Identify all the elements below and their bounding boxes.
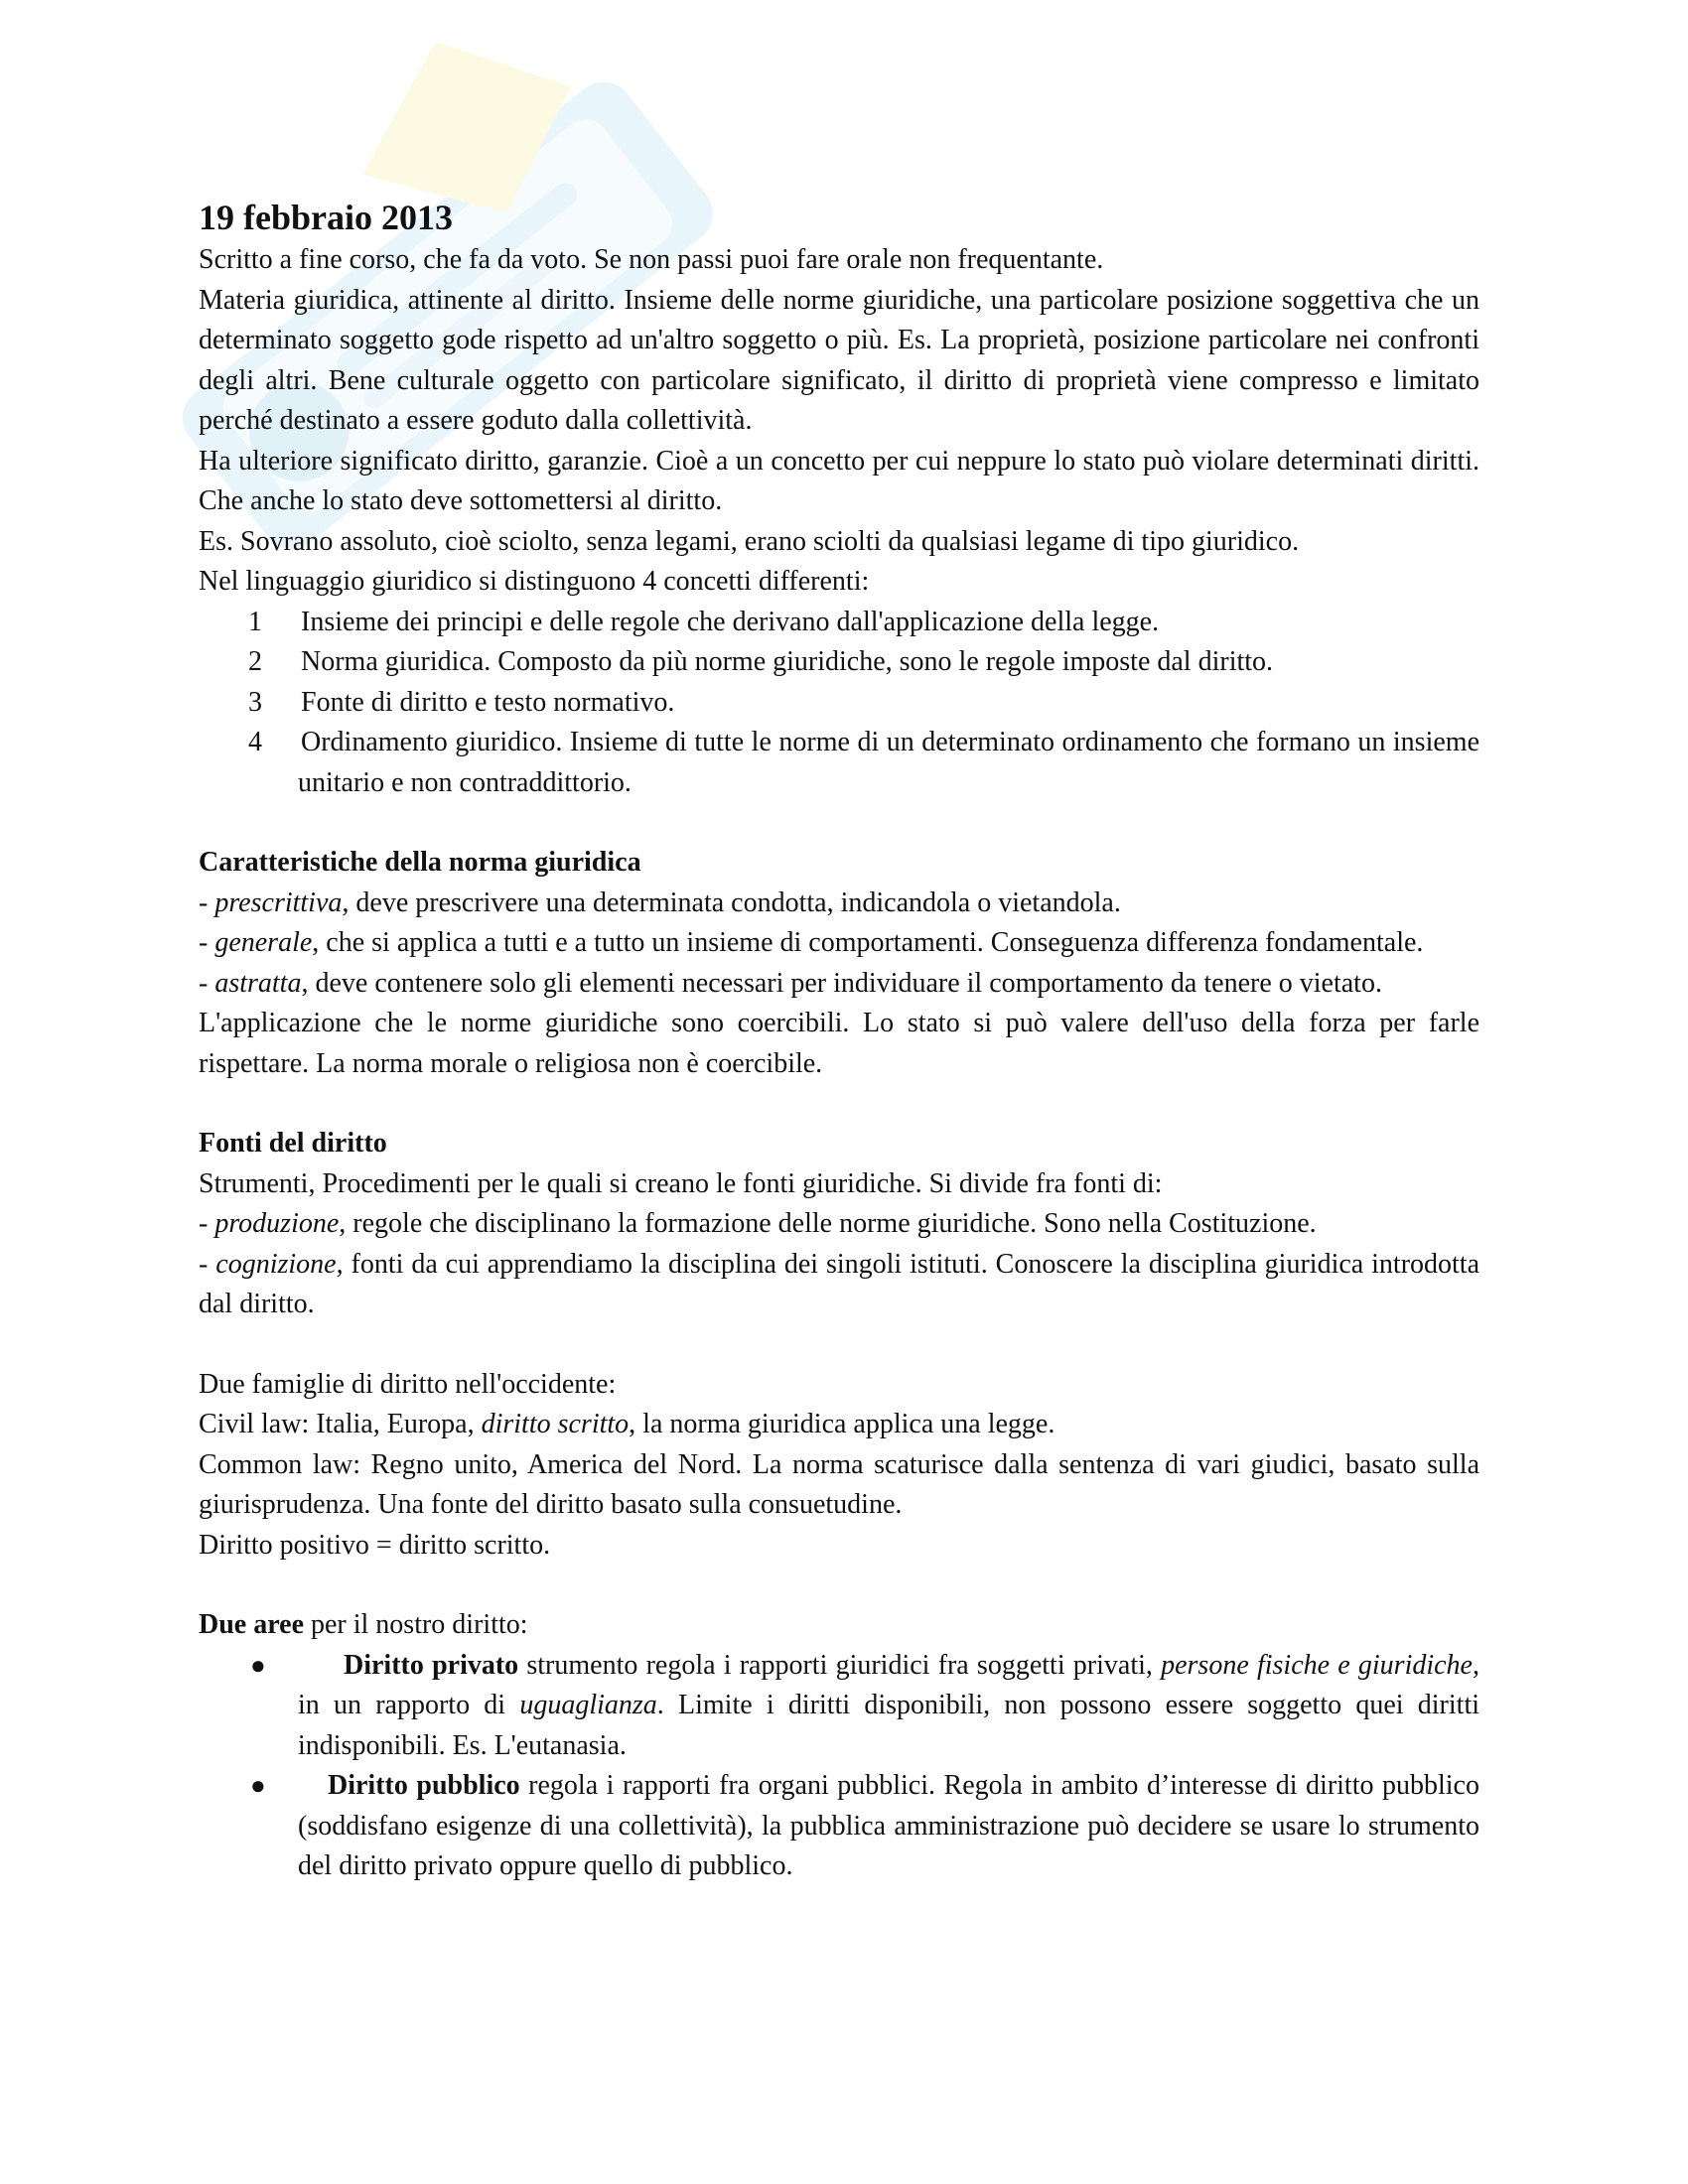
item-prefix: - (199, 927, 215, 958)
fonti-item (199, 1204, 1479, 1245)
aree-intro (199, 1605, 1479, 1646)
caratteristiche-closing: L'applicazione che le norme giuridiche sono coercibili. Lo stato si può valere dell'uso della forza per farle rispettare. La norma morale o religiosa non è coercibile. (199, 1008, 1479, 1079)
list-text: Fonte di diritto e testo normativo. (301, 686, 675, 718)
section-title-caratteristiche: Caratteristiche della norma giuridica (199, 847, 641, 878)
item-term: generale (214, 927, 313, 958)
item-prefix: - (199, 967, 215, 999)
item-text: , deve contenere solo gli elementi necessari per individuare il comportamento da tenere o vietato. (301, 967, 1382, 999)
characteristic-item (199, 923, 1479, 964)
list-text: Insieme dei principi e delle regole che derivano dall'applicazione della legge. (301, 606, 1160, 637)
item-text: deve prescrivere una determinata condotta, indicandola o vietandola. (349, 887, 1121, 918)
item-text: regola i rapporti fra organi pubblici. Regola in ambito d’interesse di diritto pubblico (soddisfano esigenze di una collettività), la pubblica amministrazione può decidere se usare lo strumento del diritto privato oppure quello di pubblico. (298, 1770, 1479, 1881)
item-text: . Limite i diritti disponibili, non possono essere soggetto quei diritti indisponibili. Es. L'eutanasia. (298, 1690, 1479, 1761)
list-number: 1 (248, 606, 262, 637)
concepts-list (199, 603, 1479, 804)
fonti-item (199, 1245, 1479, 1325)
intro-paragraph-1: Scritto a fine corso, che fa da voto. Se non passi puoi fare orale non frequentante. (199, 244, 1104, 275)
list-item (199, 1646, 1479, 1767)
civil-law-term: diritto scritto (481, 1409, 630, 1439)
bullet-icon: ● (250, 1771, 266, 1800)
aree-text: per il nostro diritto: (304, 1609, 528, 1640)
list-text: Ordinamento giuridico. Insieme di tutte le norme di un determinato ordinamento che formano un insieme unitario e non contraddittorio. (298, 727, 1479, 798)
list-number: 2 (248, 646, 262, 677)
intro-paragraph-2: Materia giuridica, attinente al diritto. Insieme delle norme giuridiche, una particolare posizione soggettiva che un determinato soggetto gode rispetto ad un'altro soggetto o più. Es. La proprietà, posizione particolare nei confronti degli altri. Bene culturale oggetto con particolare significato, il diritto di proprietà viene compresso e limitato perché destinato a essere goduto dalla collettività. (199, 284, 1479, 436)
civil-law-paragraph (199, 1405, 1479, 1445)
aree-bold: Due aree (199, 1609, 304, 1640)
item-text: , che si applica a tutti e a tutto un insieme di comportamenti. Conseguenza differenza fondamentale. (312, 927, 1424, 958)
spacer (199, 1325, 1479, 1365)
spacer (199, 1566, 1479, 1605)
list-text: Norma giuridica. Composto da più norme giuridiche, sono le regole imposte dal diritto. (301, 646, 1274, 677)
item-term: prescrittiva, (214, 887, 350, 918)
item-term: Diritto privato (344, 1649, 519, 1681)
list-item (199, 1766, 1479, 1887)
civil-law-text: , la norma giuridica applica una legge. (629, 1409, 1055, 1439)
item-term: cognizione, (215, 1248, 344, 1280)
list-number: 3 (248, 686, 262, 718)
famiglie-intro: Due famiglie di diritto nell'occidente: (199, 1368, 617, 1400)
fonti-intro: Strumenti, Procedimenti per le quali si creano le fonti giuridiche. Si divide fra fonti di: (199, 1167, 1163, 1199)
document-page (199, 195, 1479, 1887)
intro-paragraph-3: Ha ulteriore significato diritto, garanzie. Cioè a un concetto per cui neppure lo stato può violare determinati diritti. Che anche lo stato deve sottomettersi al diritto. (199, 445, 1479, 516)
item-term: produzione (214, 1208, 340, 1239)
list-text (298, 1650, 1479, 1761)
intro-paragraph-5: Nel linguaggio giuridico si distinguono 4 concetti differenti: (199, 566, 870, 597)
item-text: fonti da cui apprendiamo la disciplina dei singoli istituti. Conoscere la disciplina giuridica introdotta dal diritto. (199, 1248, 1480, 1319)
section-title-fonti: Fonti del diritto (199, 1128, 387, 1159)
common-law-paragraph: Common law: Regno unito, America del Nord. La norma scaturisce dalla sentenza di vari giudici, basato sulla giurisprudenza. Una fonte del diritto basato sulla consuetudine. (199, 1448, 1479, 1520)
item-prefix: - (199, 887, 215, 918)
item-text: , in un rapporto di (298, 1649, 1479, 1720)
spacer (199, 803, 1479, 843)
list-item (199, 603, 1479, 643)
list-item (199, 642, 1479, 683)
list-item (199, 723, 1479, 803)
item-italic: uguaglianza (519, 1690, 657, 1720)
item-prefix: - (199, 1208, 215, 1239)
item-text: , regole che disciplinano la formazione delle norme giuridiche. Sono nella Costituzione. (339, 1208, 1317, 1239)
diritto-positivo-line: Diritto positivo = diritto scritto. (199, 1529, 551, 1561)
page-title: 19 febbraio 2013 (199, 198, 453, 237)
characteristic-item (199, 884, 1479, 924)
item-term: Diritto pubblico (328, 1770, 520, 1801)
civil-law-text: Civil law: Italia, Europa, (199, 1409, 482, 1439)
item-prefix: - (199, 1248, 216, 1280)
intro-paragraph-4: Es. Sovrano assoluto, cioè sciolto, senza legami, erano sciolti da qualsiasi legame di tipo giuridico. (199, 525, 1300, 557)
item-text: strumento regola i rapporti giuridici fra soggetti privati, (518, 1649, 1162, 1681)
list-number: 4 (248, 727, 262, 757)
list-item (199, 683, 1479, 724)
item-italic: persone fisiche e giuridiche (1161, 1649, 1473, 1681)
characteristic-item (199, 964, 1479, 1005)
spacer (199, 1084, 1479, 1124)
bullet-icon: ● (250, 1650, 266, 1680)
aree-list (199, 1646, 1479, 1887)
item-term: astratta (214, 967, 302, 999)
list-text (298, 1770, 1479, 1881)
